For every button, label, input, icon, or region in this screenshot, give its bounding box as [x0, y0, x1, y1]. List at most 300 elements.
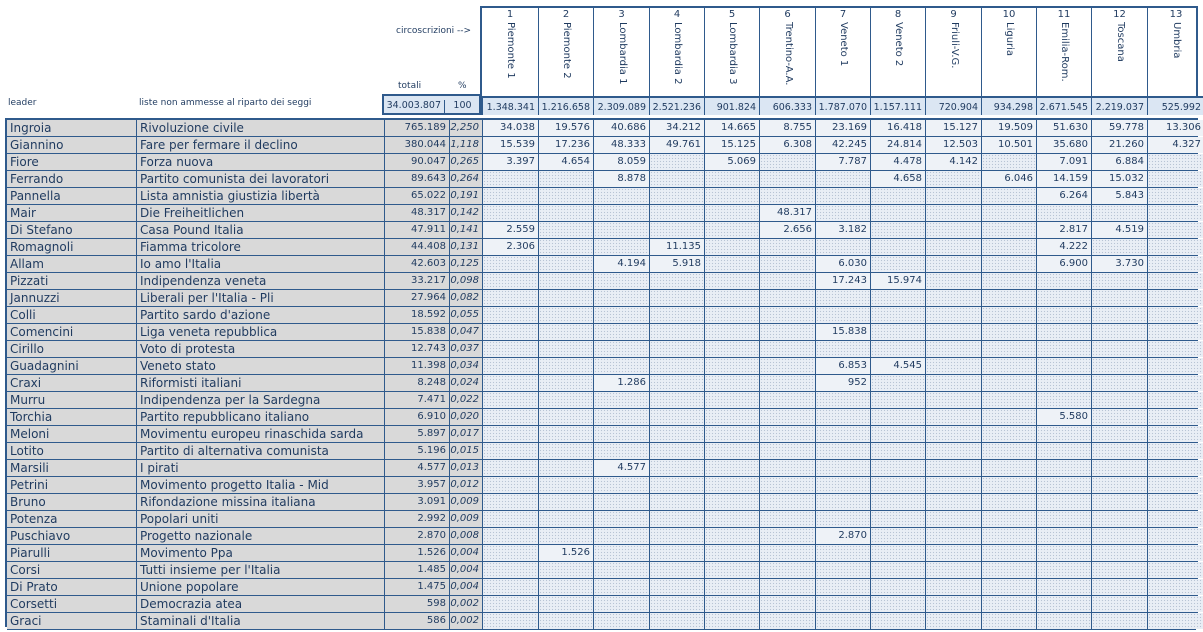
- region-votes-cell[interactable]: [538, 443, 593, 459]
- region-votes-cell[interactable]: [482, 273, 538, 289]
- region-votes-cell[interactable]: 2.559: [482, 222, 538, 238]
- region-votes-cell[interactable]: [538, 188, 593, 204]
- region-votes-cell[interactable]: [593, 443, 649, 459]
- region-votes-cell[interactable]: [482, 426, 538, 442]
- region-votes-cell[interactable]: [815, 239, 870, 255]
- region-votes-cell[interactable]: 2.870: [815, 528, 870, 544]
- region-votes-cell[interactable]: [593, 409, 649, 425]
- region-votes-cell[interactable]: [1147, 256, 1203, 272]
- region-votes-cell[interactable]: [704, 375, 759, 391]
- region-votes-cell[interactable]: [759, 341, 815, 357]
- region-votes-cell[interactable]: 48.317: [759, 205, 815, 221]
- region-votes-cell[interactable]: [815, 188, 870, 204]
- region-votes-cell[interactable]: [1147, 409, 1203, 425]
- region-votes-cell[interactable]: [1091, 239, 1147, 255]
- region-votes-cell[interactable]: [1147, 460, 1203, 476]
- region-votes-cell[interactable]: [1036, 290, 1091, 306]
- leader-cell[interactable]: Giannino: [7, 137, 136, 153]
- region-votes-cell[interactable]: [1036, 596, 1091, 612]
- region-votes-cell[interactable]: [1036, 375, 1091, 391]
- region-votes-cell[interactable]: [538, 324, 593, 340]
- region-votes-cell[interactable]: [482, 256, 538, 272]
- region-votes-cell[interactable]: [759, 273, 815, 289]
- region-votes-cell[interactable]: [649, 460, 704, 476]
- region-votes-cell[interactable]: [981, 307, 1036, 323]
- region-votes-cell[interactable]: [704, 613, 759, 629]
- list-name-cell[interactable]: Casa Pound Italia: [136, 222, 384, 238]
- region-votes-cell[interactable]: [593, 545, 649, 561]
- region-votes-cell[interactable]: [704, 273, 759, 289]
- region-votes-cell[interactable]: 13.306: [1147, 120, 1203, 136]
- region-votes-cell[interactable]: 40.686: [593, 120, 649, 136]
- region-votes-cell[interactable]: [759, 392, 815, 408]
- region-votes-cell[interactable]: [1147, 545, 1203, 561]
- region-votes-cell[interactable]: [981, 443, 1036, 459]
- region-votes-cell[interactable]: [1091, 443, 1147, 459]
- list-name-cell[interactable]: Die Freiheitlichen: [136, 205, 384, 221]
- region-votes-cell[interactable]: [981, 154, 1036, 170]
- region-votes-cell[interactable]: [538, 256, 593, 272]
- region-votes-cell[interactable]: 1.286: [593, 375, 649, 391]
- leader-cell[interactable]: Jannuzzi: [7, 290, 136, 306]
- region-votes-cell[interactable]: [482, 341, 538, 357]
- region-votes-cell[interactable]: [981, 528, 1036, 544]
- region-votes-cell[interactable]: [815, 596, 870, 612]
- region-votes-cell[interactable]: 6.308: [759, 137, 815, 153]
- total-votes-cell[interactable]: 47.911: [384, 222, 449, 238]
- region-votes-cell[interactable]: [482, 579, 538, 595]
- region-votes-cell[interactable]: [482, 375, 538, 391]
- region-votes-cell[interactable]: [649, 341, 704, 357]
- region-votes-cell[interactable]: [815, 171, 870, 187]
- region-votes-cell[interactable]: [593, 205, 649, 221]
- region-votes-cell[interactable]: [815, 443, 870, 459]
- list-name-cell[interactable]: Rivoluzione civile: [136, 120, 384, 136]
- region-votes-cell[interactable]: [759, 596, 815, 612]
- region-votes-cell[interactable]: 16.418: [870, 120, 925, 136]
- region-votes-cell[interactable]: [593, 239, 649, 255]
- region-votes-cell[interactable]: [1147, 426, 1203, 442]
- region-votes-cell[interactable]: [981, 358, 1036, 374]
- region-votes-cell[interactable]: [1091, 460, 1147, 476]
- total-votes-cell[interactable]: 5.897: [384, 426, 449, 442]
- region-votes-cell[interactable]: 34.038: [482, 120, 538, 136]
- region-votes-cell[interactable]: [593, 188, 649, 204]
- region-votes-cell[interactable]: [704, 562, 759, 578]
- region-votes-cell[interactable]: [482, 596, 538, 612]
- region-votes-cell[interactable]: [1091, 579, 1147, 595]
- region-total-13[interactable]: 525.992: [1147, 96, 1203, 115]
- region-votes-cell[interactable]: [538, 375, 593, 391]
- percent-cell[interactable]: 0,191: [449, 188, 482, 204]
- percent-cell[interactable]: 0,002: [449, 613, 482, 629]
- region-votes-cell[interactable]: [482, 307, 538, 323]
- region-votes-cell[interactable]: [1091, 392, 1147, 408]
- region-votes-cell[interactable]: [759, 545, 815, 561]
- percent-cell[interactable]: 0,141: [449, 222, 482, 238]
- list-name-cell[interactable]: Partito sardo d'azione: [136, 307, 384, 323]
- region-votes-cell[interactable]: [593, 528, 649, 544]
- region-votes-cell[interactable]: [815, 460, 870, 476]
- region-votes-cell[interactable]: [1147, 171, 1203, 187]
- region-votes-cell[interactable]: [538, 290, 593, 306]
- region-votes-cell[interactable]: [759, 477, 815, 493]
- percent-cell[interactable]: 0,004: [449, 579, 482, 595]
- region-votes-cell[interactable]: [759, 324, 815, 340]
- region-votes-cell[interactable]: [538, 562, 593, 578]
- region-votes-cell[interactable]: [1036, 613, 1091, 629]
- region-votes-cell[interactable]: [1091, 341, 1147, 357]
- region-votes-cell[interactable]: 15.032: [1091, 171, 1147, 187]
- total-votes-cell[interactable]: 15.838: [384, 324, 449, 340]
- region-votes-cell[interactable]: [815, 613, 870, 629]
- region-votes-cell[interactable]: 19.576: [538, 120, 593, 136]
- region-votes-cell[interactable]: [1091, 613, 1147, 629]
- region-votes-cell[interactable]: [981, 511, 1036, 527]
- leader-cell[interactable]: Potenza: [7, 511, 136, 527]
- region-votes-cell[interactable]: [538, 477, 593, 493]
- percent-cell[interactable]: 0,034: [449, 358, 482, 374]
- region-votes-cell[interactable]: [759, 494, 815, 510]
- region-votes-cell[interactable]: [981, 460, 1036, 476]
- percent-cell[interactable]: 1,118: [449, 137, 482, 153]
- region-votes-cell[interactable]: [815, 307, 870, 323]
- region-votes-cell[interactable]: [981, 494, 1036, 510]
- region-votes-cell[interactable]: 7.787: [815, 154, 870, 170]
- region-votes-cell[interactable]: [538, 239, 593, 255]
- region-votes-cell[interactable]: 4.577: [593, 460, 649, 476]
- total-votes-cell[interactable]: 27.964: [384, 290, 449, 306]
- region-votes-cell[interactable]: [870, 188, 925, 204]
- percent-cell[interactable]: 0,131: [449, 239, 482, 255]
- region-votes-cell[interactable]: [981, 205, 1036, 221]
- leader-cell[interactable]: Murru: [7, 392, 136, 408]
- region-votes-cell[interactable]: [870, 324, 925, 340]
- region-votes-cell[interactable]: [759, 613, 815, 629]
- region-votes-cell[interactable]: 4.478: [870, 154, 925, 170]
- region-votes-cell[interactable]: [482, 613, 538, 629]
- region-votes-cell[interactable]: 6.046: [981, 171, 1036, 187]
- region-votes-cell[interactable]: [704, 477, 759, 493]
- leader-cell[interactable]: Lotito: [7, 443, 136, 459]
- region-votes-cell[interactable]: [704, 494, 759, 510]
- region-votes-cell[interactable]: [981, 409, 1036, 425]
- leader-cell[interactable]: Torchia: [7, 409, 136, 425]
- percent-cell[interactable]: 0,013: [449, 460, 482, 476]
- region-votes-cell[interactable]: [482, 290, 538, 306]
- region-votes-cell[interactable]: [759, 579, 815, 595]
- region-votes-cell[interactable]: [649, 545, 704, 561]
- region-votes-cell[interactable]: 3.397: [482, 154, 538, 170]
- region-votes-cell[interactable]: [925, 324, 981, 340]
- region-votes-cell[interactable]: [759, 171, 815, 187]
- region-votes-cell[interactable]: [704, 171, 759, 187]
- percent-cell[interactable]: 0,008: [449, 528, 482, 544]
- region-votes-cell[interactable]: 2.817: [1036, 222, 1091, 238]
- region-votes-cell[interactable]: [981, 562, 1036, 578]
- region-votes-cell[interactable]: [1147, 222, 1203, 238]
- region-votes-cell[interactable]: [1036, 528, 1091, 544]
- region-votes-cell[interactable]: [1147, 392, 1203, 408]
- region-votes-cell[interactable]: [1036, 443, 1091, 459]
- percent-cell[interactable]: 0,098: [449, 273, 482, 289]
- region-total-1[interactable]: 1.348.341: [482, 96, 538, 115]
- region-votes-cell[interactable]: [925, 171, 981, 187]
- percent-cell[interactable]: 0,004: [449, 562, 482, 578]
- leader-cell[interactable]: Corsi: [7, 562, 136, 578]
- leader-cell[interactable]: Allam: [7, 256, 136, 272]
- region-votes-cell[interactable]: 2.306: [482, 239, 538, 255]
- region-votes-cell[interactable]: [1147, 613, 1203, 629]
- region-votes-cell[interactable]: [981, 341, 1036, 357]
- total-votes-cell[interactable]: 89.643: [384, 171, 449, 187]
- region-votes-cell[interactable]: [1147, 154, 1203, 170]
- region-votes-cell[interactable]: [538, 613, 593, 629]
- region-votes-cell[interactable]: [870, 477, 925, 493]
- region-votes-cell[interactable]: 5.843: [1091, 188, 1147, 204]
- region-votes-cell[interactable]: [538, 307, 593, 323]
- region-votes-cell[interactable]: [538, 528, 593, 544]
- list-name-cell[interactable]: Unione popolare: [136, 579, 384, 595]
- percent-cell[interactable]: 0,009: [449, 494, 482, 510]
- region-votes-cell[interactable]: [649, 477, 704, 493]
- region-votes-cell[interactable]: [482, 409, 538, 425]
- region-votes-cell[interactable]: [759, 562, 815, 578]
- region-votes-cell[interactable]: [870, 460, 925, 476]
- region-votes-cell[interactable]: [1036, 494, 1091, 510]
- region-votes-cell[interactable]: [1147, 494, 1203, 510]
- region-votes-cell[interactable]: 15.974: [870, 273, 925, 289]
- region-votes-cell[interactable]: 14.159: [1036, 171, 1091, 187]
- region-votes-cell[interactable]: [649, 443, 704, 459]
- region-votes-cell[interactable]: [870, 579, 925, 595]
- region-votes-cell[interactable]: [538, 273, 593, 289]
- region-votes-cell[interactable]: 23.169: [815, 120, 870, 136]
- region-votes-cell[interactable]: [1091, 562, 1147, 578]
- region-votes-cell[interactable]: 5.918: [649, 256, 704, 272]
- leader-cell[interactable]: Bruno: [7, 494, 136, 510]
- region-votes-cell[interactable]: [925, 613, 981, 629]
- region-votes-cell[interactable]: [870, 443, 925, 459]
- region-votes-cell[interactable]: 15.539: [482, 137, 538, 153]
- region-votes-cell[interactable]: [815, 290, 870, 306]
- region-votes-cell[interactable]: [870, 256, 925, 272]
- leader-cell[interactable]: Piarulli: [7, 545, 136, 561]
- region-votes-cell[interactable]: 15.838: [815, 324, 870, 340]
- region-votes-cell[interactable]: [981, 613, 1036, 629]
- region-votes-cell[interactable]: [482, 443, 538, 459]
- region-votes-cell[interactable]: [870, 205, 925, 221]
- region-votes-cell[interactable]: [759, 239, 815, 255]
- region-votes-cell[interactable]: [1147, 324, 1203, 340]
- region-votes-cell[interactable]: [925, 290, 981, 306]
- list-name-cell[interactable]: I pirati: [136, 460, 384, 476]
- region-votes-cell[interactable]: [759, 188, 815, 204]
- region-votes-cell[interactable]: [870, 613, 925, 629]
- region-votes-cell[interactable]: [649, 290, 704, 306]
- region-votes-cell[interactable]: [538, 460, 593, 476]
- region-votes-cell[interactable]: [649, 562, 704, 578]
- region-votes-cell[interactable]: [538, 596, 593, 612]
- region-votes-cell[interactable]: [649, 392, 704, 408]
- total-votes-cell[interactable]: 2.870: [384, 528, 449, 544]
- leader-cell[interactable]: Di Prato: [7, 579, 136, 595]
- total-votes-cell[interactable]: 48.317: [384, 205, 449, 221]
- list-name-cell[interactable]: Liga veneta repubblica: [136, 324, 384, 340]
- region-votes-cell[interactable]: 4.519: [1091, 222, 1147, 238]
- region-votes-cell[interactable]: 6.884: [1091, 154, 1147, 170]
- region-votes-cell[interactable]: [870, 341, 925, 357]
- region-votes-cell[interactable]: [538, 392, 593, 408]
- region-votes-cell[interactable]: [538, 409, 593, 425]
- region-votes-cell[interactable]: [925, 375, 981, 391]
- region-votes-cell[interactable]: 49.761: [649, 137, 704, 153]
- region-votes-cell[interactable]: [981, 239, 1036, 255]
- grand-total-value[interactable]: 34.003.807: [386, 100, 441, 111]
- percent-cell[interactable]: 0,082: [449, 290, 482, 306]
- region-votes-cell[interactable]: [1091, 477, 1147, 493]
- region-votes-cell[interactable]: [981, 256, 1036, 272]
- region-votes-cell[interactable]: [925, 409, 981, 425]
- region-votes-cell[interactable]: [482, 460, 538, 476]
- region-votes-cell[interactable]: [925, 528, 981, 544]
- region-votes-cell[interactable]: [925, 511, 981, 527]
- region-votes-cell[interactable]: [482, 188, 538, 204]
- region-votes-cell[interactable]: [815, 511, 870, 527]
- list-name-cell[interactable]: Partito di alternativa comunista: [136, 443, 384, 459]
- region-votes-cell[interactable]: [1036, 426, 1091, 442]
- region-votes-cell[interactable]: [704, 511, 759, 527]
- region-total-2[interactable]: 1.216.658: [538, 96, 593, 115]
- region-votes-cell[interactable]: [1147, 205, 1203, 221]
- region-votes-cell[interactable]: [870, 409, 925, 425]
- leader-cell[interactable]: Di Stefano: [7, 222, 136, 238]
- leader-cell[interactable]: Colli: [7, 307, 136, 323]
- region-votes-cell[interactable]: [815, 562, 870, 578]
- list-name-cell[interactable]: Partito repubblicano italiano: [136, 409, 384, 425]
- total-votes-cell[interactable]: 5.196: [384, 443, 449, 459]
- region-votes-cell[interactable]: [593, 358, 649, 374]
- region-votes-cell[interactable]: 3.730: [1091, 256, 1147, 272]
- region-total-5[interactable]: 901.824: [704, 96, 759, 115]
- region-votes-cell[interactable]: [649, 324, 704, 340]
- region-votes-cell[interactable]: [704, 205, 759, 221]
- region-votes-cell[interactable]: [593, 324, 649, 340]
- region-votes-cell[interactable]: 8.755: [759, 120, 815, 136]
- region-votes-cell[interactable]: 4.545: [870, 358, 925, 374]
- region-votes-cell[interactable]: [981, 273, 1036, 289]
- region-votes-cell[interactable]: [925, 596, 981, 612]
- leader-cell[interactable]: Puschiavo: [7, 528, 136, 544]
- region-votes-cell[interactable]: [870, 222, 925, 238]
- region-votes-cell[interactable]: [538, 341, 593, 357]
- percent-cell[interactable]: 2,250: [449, 120, 482, 136]
- region-votes-cell[interactable]: [870, 307, 925, 323]
- list-name-cell[interactable]: Democrazia atea: [136, 596, 384, 612]
- region-votes-cell[interactable]: 2.656: [759, 222, 815, 238]
- region-votes-cell[interactable]: [1147, 358, 1203, 374]
- region-votes-cell[interactable]: [1036, 579, 1091, 595]
- total-votes-cell[interactable]: 1.526: [384, 545, 449, 561]
- region-votes-cell[interactable]: [925, 222, 981, 238]
- region-votes-cell[interactable]: [649, 426, 704, 442]
- region-votes-cell[interactable]: 17.236: [538, 137, 593, 153]
- region-votes-cell[interactable]: [593, 273, 649, 289]
- total-votes-cell[interactable]: 3.957: [384, 477, 449, 493]
- region-votes-cell[interactable]: [925, 426, 981, 442]
- percent-cell[interactable]: 0,047: [449, 324, 482, 340]
- total-votes-cell[interactable]: 90.047: [384, 154, 449, 170]
- region-votes-cell[interactable]: [815, 341, 870, 357]
- region-votes-cell[interactable]: [759, 443, 815, 459]
- region-votes-cell[interactable]: [981, 375, 1036, 391]
- region-votes-cell[interactable]: 7.091: [1036, 154, 1091, 170]
- region-votes-cell[interactable]: [925, 188, 981, 204]
- region-votes-cell[interactable]: [1147, 579, 1203, 595]
- region-votes-cell[interactable]: [981, 596, 1036, 612]
- region-total-10[interactable]: 934.298: [981, 96, 1036, 115]
- region-votes-cell[interactable]: [759, 256, 815, 272]
- region-votes-cell[interactable]: [482, 562, 538, 578]
- region-votes-cell[interactable]: [1036, 562, 1091, 578]
- region-votes-cell[interactable]: [704, 341, 759, 357]
- total-votes-cell[interactable]: 765.189: [384, 120, 449, 136]
- region-total-12[interactable]: 2.219.037: [1091, 96, 1147, 115]
- region-votes-cell[interactable]: [870, 375, 925, 391]
- list-name-cell[interactable]: Popolari uniti: [136, 511, 384, 527]
- region-total-11[interactable]: 2.671.545: [1036, 96, 1091, 115]
- region-votes-cell[interactable]: 1.526: [538, 545, 593, 561]
- percent-cell[interactable]: 0,017: [449, 426, 482, 442]
- percent-cell[interactable]: 0,142: [449, 205, 482, 221]
- leader-cell[interactable]: Pannella: [7, 188, 136, 204]
- region-votes-cell[interactable]: [815, 426, 870, 442]
- region-votes-cell[interactable]: [593, 494, 649, 510]
- total-votes-cell[interactable]: 42.603: [384, 256, 449, 272]
- leader-cell[interactable]: Mair: [7, 205, 136, 221]
- total-votes-cell[interactable]: 7.471: [384, 392, 449, 408]
- region-votes-cell[interactable]: [1147, 290, 1203, 306]
- region-votes-cell[interactable]: [704, 222, 759, 238]
- total-votes-cell[interactable]: 6.910: [384, 409, 449, 425]
- region-votes-cell[interactable]: [593, 511, 649, 527]
- percent-cell[interactable]: 0,002: [449, 596, 482, 612]
- region-votes-cell[interactable]: [593, 307, 649, 323]
- region-votes-cell[interactable]: [1091, 324, 1147, 340]
- region-votes-cell[interactable]: 21.260: [1091, 137, 1147, 153]
- region-votes-cell[interactable]: 17.243: [815, 273, 870, 289]
- region-votes-cell[interactable]: [482, 358, 538, 374]
- region-votes-cell[interactable]: [649, 205, 704, 221]
- region-votes-cell[interactable]: [704, 579, 759, 595]
- leader-cell[interactable]: Ferrando: [7, 171, 136, 187]
- region-votes-cell[interactable]: [649, 409, 704, 425]
- region-votes-cell[interactable]: 35.680: [1036, 137, 1091, 153]
- region-votes-cell[interactable]: [593, 596, 649, 612]
- region-votes-cell[interactable]: [649, 222, 704, 238]
- region-votes-cell[interactable]: [1036, 324, 1091, 340]
- region-votes-cell[interactable]: [1036, 545, 1091, 561]
- region-votes-cell[interactable]: [759, 307, 815, 323]
- list-name-cell[interactable]: Voto di protesta: [136, 341, 384, 357]
- percent-cell[interactable]: 0,024: [449, 375, 482, 391]
- region-votes-cell[interactable]: [925, 545, 981, 561]
- region-votes-cell[interactable]: [925, 443, 981, 459]
- region-votes-cell[interactable]: 4.327: [1147, 137, 1203, 153]
- region-votes-cell[interactable]: [925, 307, 981, 323]
- region-votes-cell[interactable]: 4.222: [1036, 239, 1091, 255]
- region-votes-cell[interactable]: [981, 188, 1036, 204]
